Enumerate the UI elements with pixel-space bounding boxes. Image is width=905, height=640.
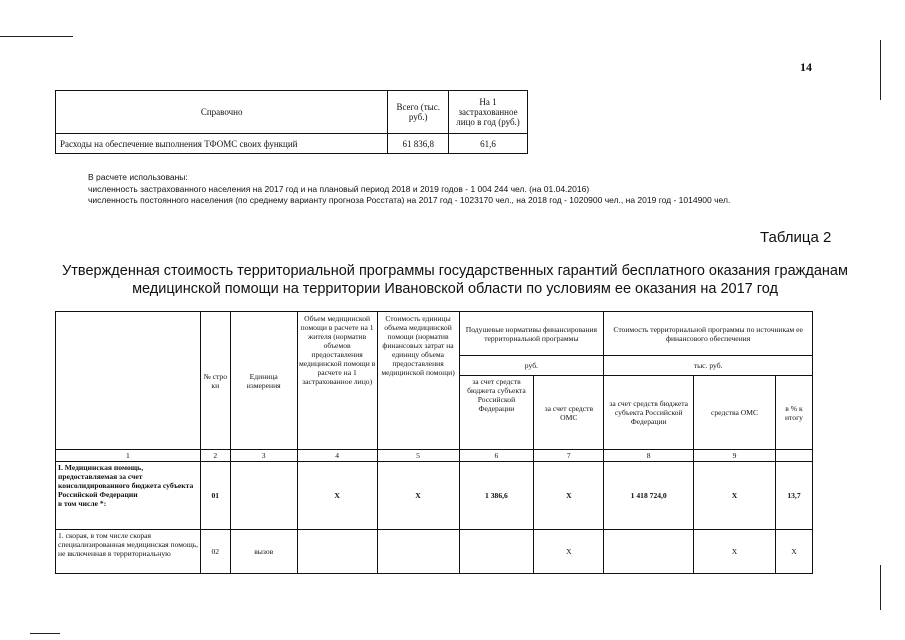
table-row (56, 462, 813, 530)
header-budget-per-capita: за счет средств бюджета субъекта Российской Федерации (459, 376, 534, 450)
row-2-unit-cost (377, 530, 459, 574)
title-line-2: медицинской помощи на территории Ивановской области по условиям ее оказания на 2017 год (132, 281, 778, 297)
scan-line-right-edge (880, 40, 881, 100)
row-2-no: 02 (200, 530, 230, 574)
scan-line-top-left (0, 36, 73, 37)
reference-row-total: 61 836,8 (388, 134, 449, 154)
row-1-name-text: I. Медицинская помощь, предоставляемая за счет консолидированного бюджета субъекта Российской Федерации (58, 463, 194, 499)
row-1-subname: в том числе *: (58, 499, 107, 508)
header-oms-cost: средства ОМС (694, 376, 776, 450)
row-2-volume (297, 530, 377, 574)
col-number-3: 3 (230, 450, 297, 462)
page-number: 14 (800, 60, 812, 74)
col-number-8: 8 (604, 450, 694, 462)
header-empty-name (56, 312, 201, 450)
row-1-unit-cost: X (377, 462, 459, 530)
header-per-capita: Подушевые нормативы финансирования территориальной программы (459, 312, 604, 356)
row-1-no: 01 (200, 462, 230, 530)
row-2-oms-pc: X (534, 530, 604, 574)
col-number-7: 7 (534, 450, 604, 462)
col-number-5: 5 (377, 450, 459, 462)
row-1-unit (230, 462, 297, 530)
table-row (56, 530, 813, 574)
header-unit: Единица измерения (230, 312, 297, 450)
row-1-percent: 13,7 (775, 462, 812, 530)
reference-header-total: Всего (тыс. руб.) (388, 91, 449, 134)
row-1-volume: X (297, 462, 377, 530)
scan-line-bottom-left (30, 633, 60, 634)
document-title (60, 262, 850, 298)
col-number-4: 4 (297, 450, 377, 462)
row-1-budget-pc: 1 386,6 (459, 462, 534, 530)
header-cost-by-source: Стоимость территориальной программы по источникам ее финансового обеспечения (604, 312, 813, 356)
header-row-no: № стро ки (200, 312, 230, 450)
reference-row-label: Расходы на обеспечение выполнения ТФОМС своих функций (56, 134, 388, 154)
note-permanent-population: численность постоянного населения (по среднему варианту прогноза Росстата) на 2017 год - 1023170 чел., на 2018 год - 1020900 чел., на 2019 год - 1014900 чел. (88, 195, 731, 205)
note-insured-population: численность застрахованного населения на 2017 год и на плановый период 2018 и 2019 годов - 1 004 244 чел. (на 01.04.2016) (88, 184, 590, 194)
row-2-budget-pc (459, 530, 534, 574)
header-unit-cost: Стоимость единицы объема медицинской помощи (норматив финансовых затрат на единицу объема предоставления медицинской помощи) (377, 312, 459, 450)
main-table (55, 311, 813, 574)
col-number-1: 1 (56, 450, 201, 462)
header-volume: Объем медицинской помощи в расчете на 1 жителя (норматив объемов предоставления медицинской помощи в расчете на 1 застрахованное лицо) (297, 312, 377, 450)
reference-table (55, 90, 528, 154)
reference-header-per-insured: На 1 застрахованное лицо в год (руб.) (449, 91, 528, 134)
row-2-budget-cost (604, 530, 694, 574)
reference-row-per-insured: 61,6 (449, 134, 528, 154)
scan-line-right-edge-bottom (880, 565, 881, 610)
col-number-6: 6 (459, 450, 534, 462)
row-2-percent: X (775, 530, 812, 574)
title-line-1: Утвержденная стоимость территориальной программы государственных гарантий бесплатного оказания гражданам (62, 263, 848, 279)
col-number-blank (775, 450, 812, 462)
row-2-unit: вызов (230, 530, 297, 574)
row-1-budget-cost: 1 418 724,0 (604, 462, 694, 530)
header-budget-cost: за счет средств бюджета субъекта Российской Федерации (604, 376, 694, 450)
row-1-name (56, 462, 201, 530)
header-rub: руб. (459, 356, 604, 376)
row-2-name: 1. скорая, в том числе скорая специализированная медицинская помощь, не включенная в территориальную (56, 530, 201, 574)
row-1-oms-pc: X (534, 462, 604, 530)
col-number-2: 2 (200, 450, 230, 462)
reference-header-label: Справочно (56, 91, 388, 134)
header-thous-rub: тыс. руб. (604, 356, 813, 376)
header-percent: в % к итогу (775, 376, 812, 450)
col-number-9: 9 (694, 450, 776, 462)
note-intro: В расчете использованы: (88, 172, 188, 182)
header-oms-per-capita: за счет средств ОМС (534, 376, 604, 450)
row-1-oms-cost: X (694, 462, 776, 530)
row-2-oms-cost: X (694, 530, 776, 574)
table-label: Таблица 2 (760, 229, 832, 246)
